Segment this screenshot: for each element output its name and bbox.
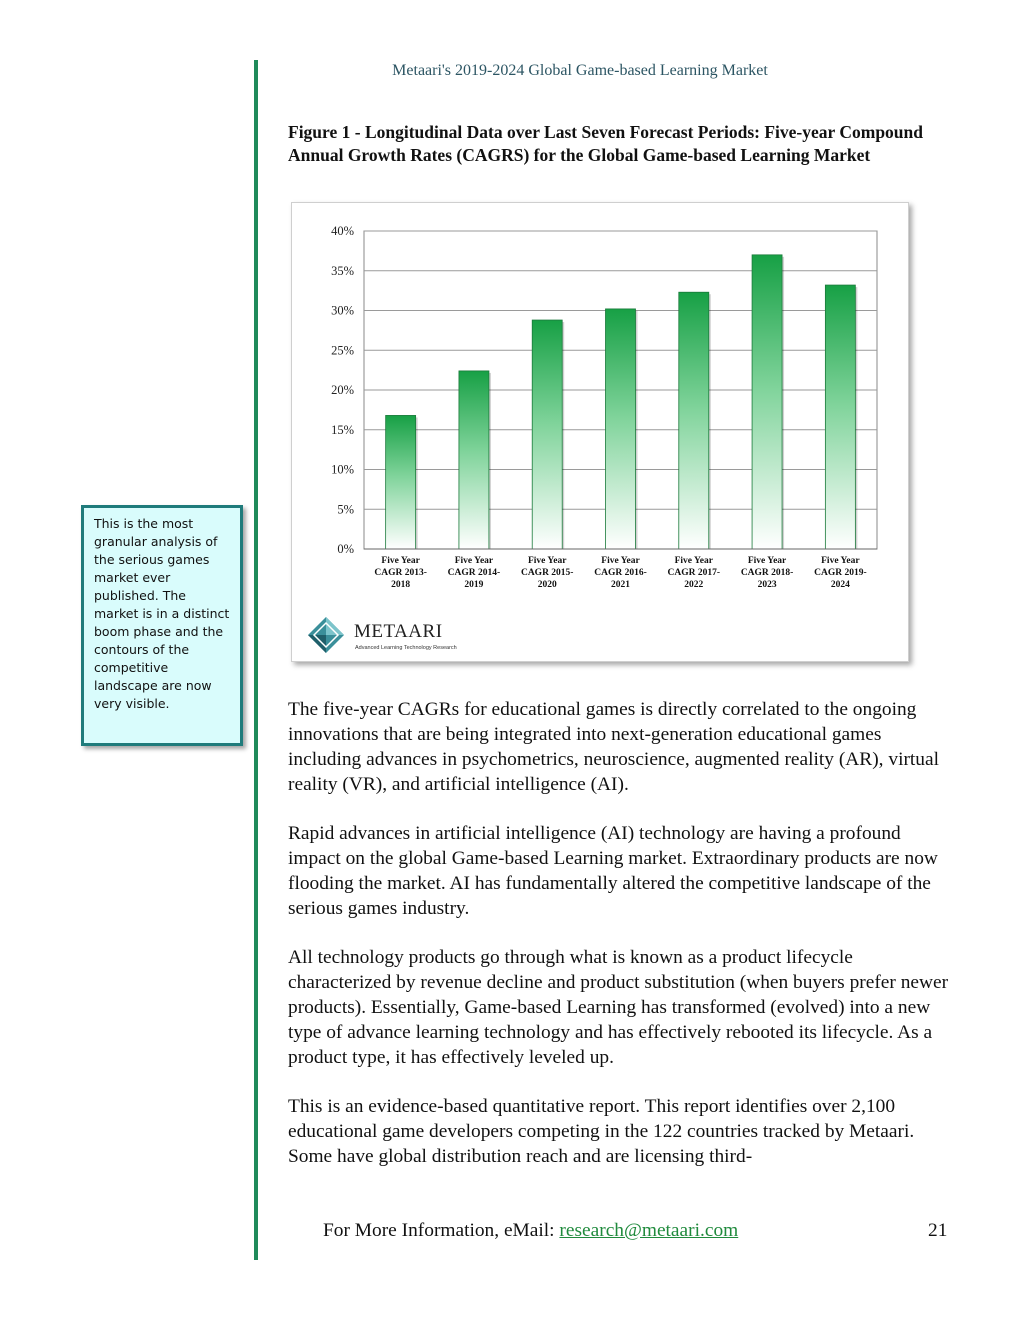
x-tick-label: Five Year	[674, 556, 714, 566]
bar	[459, 371, 489, 549]
x-tick-label: Five Year	[821, 556, 860, 566]
cagr-bar-chart	[292, 203, 908, 661]
y-tick-label: 15%	[331, 422, 354, 437]
y-tick-label: 40%	[331, 224, 354, 238]
body-text	[288, 697, 958, 1193]
y-tick-label: 25%	[331, 343, 354, 358]
page-number: 21	[928, 1220, 948, 1241]
logo-name: METAARI	[354, 621, 443, 642]
sidebar-callout: This is the most granular analysis of the serious games market ever published. The market is in a distinct boom phase and the contours of the competitive landscape are now very visible.	[81, 505, 243, 746]
chart-container	[291, 202, 909, 662]
bar	[386, 415, 416, 549]
x-tick-label: Five Year	[381, 556, 420, 566]
x-tick-label: Five Year	[527, 556, 567, 566]
x-tick-label: 2022	[684, 580, 704, 590]
x-tick-label: CAGR 2017-	[667, 568, 721, 578]
bar	[532, 320, 562, 549]
metaari-logo	[304, 615, 464, 655]
paragraph: Rapid advances in artificial intelligence (AI) technology are having a profound impact on the global Game-based Learning market. Extraordinary products are now flooding the market. AI has fundamentally altered the competitive landscape of the serious games industry.	[288, 823, 938, 919]
running-header: Metaari's 2019-2024 Global Game-based Learning Market	[392, 62, 768, 79]
metaari-logo-icon	[304, 615, 348, 655]
figure-caption: Figure 1 - Longitudinal Data over Last Seven Forecast Periods: Five-year Compound Annual Growth Rates (CAGRS) for the Global Game-based Learning Market	[288, 122, 923, 165]
y-tick-label: 30%	[331, 303, 354, 318]
footer-label: For More Information, eMail:	[323, 1220, 560, 1241]
paragraph: The five-year CAGRs for educational games is directly correlated to the ongoing innovations that are being integrated into next-generation educational games including advances in psychometrics, neuroscience, augmented reality (AR), virtual reality (VR), and artificial intelligence (AI).	[288, 699, 939, 795]
x-tick-label: 2020	[537, 580, 557, 590]
bar	[679, 292, 709, 549]
paragraph: This is an evidence-based quantitative report. This report identifies over 2,100 educational game developers competing in the 122 countries tracked by Metaari. Some have global distribution reach and are licensing third-	[288, 1096, 915, 1167]
bar	[606, 309, 636, 549]
margin-rule	[254, 60, 258, 1260]
y-tick-label: 20%	[331, 383, 354, 397]
x-tick-label: CAGR 2018-	[740, 568, 794, 578]
footer	[323, 1220, 953, 1242]
x-tick-label: CAGR 2015-	[520, 568, 574, 578]
bar	[752, 255, 782, 549]
x-tick-label: 2024	[830, 580, 850, 590]
y-tick-label: 10%	[331, 462, 354, 477]
x-tick-label: 2021	[611, 580, 630, 590]
email-link[interactable]: research@metaari.com	[559, 1220, 739, 1241]
x-tick-label: CAGR 2014-	[447, 568, 501, 578]
x-tick-label: Five Year	[747, 556, 787, 566]
x-tick-label: 2023	[757, 580, 777, 590]
y-tick-label: 0%	[337, 542, 354, 556]
x-tick-label: CAGR 2016-	[594, 568, 647, 578]
bar	[825, 285, 855, 549]
x-tick-label: CAGR 2013-	[374, 568, 427, 578]
y-tick-label: 35%	[331, 263, 354, 278]
x-tick-label: Five Year	[454, 556, 494, 566]
x-tick-label: 2018	[391, 580, 411, 590]
logo-tagline: Advanced Learning Technology Research	[355, 645, 457, 651]
x-tick-label: 2019	[464, 580, 484, 590]
x-tick-label: Five Year	[601, 556, 640, 566]
x-tick-label: CAGR 2019-	[814, 568, 867, 578]
paragraph: All technology products go through what is known as a product lifecycle characterized by revenue decline and product substitution (when buyers prefer newer products). Essentially, Game-based Learning has transformed (evolved) into a new type of advance learning technology and has effectively rebooted its lifecycle. As a product type, it has effectively leveled up.	[288, 947, 949, 1068]
y-tick-label: 5%	[337, 502, 354, 517]
